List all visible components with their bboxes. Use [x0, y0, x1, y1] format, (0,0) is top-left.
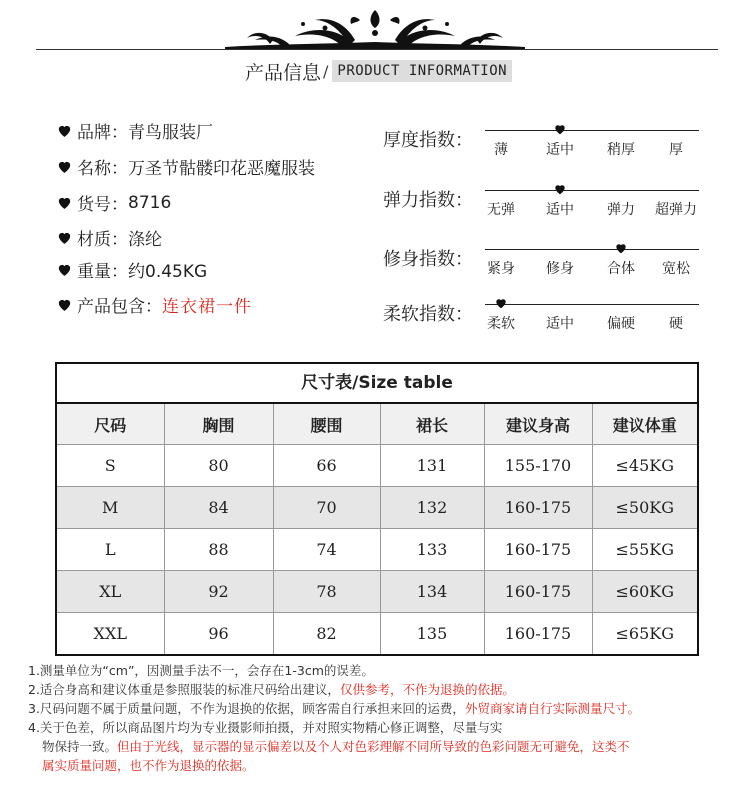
table-cell: 131	[380, 445, 484, 487]
table-cell: ≤45KG	[592, 445, 697, 487]
note-warning: 属实质量问题，也不作为退换的依据。	[42, 758, 255, 773]
info-weight	[56, 257, 207, 282]
index-option: 适中	[546, 202, 574, 218]
index-option: 适中	[546, 142, 574, 158]
info-brand	[56, 118, 213, 143]
col-header: 建议体重	[592, 404, 697, 445]
table-cell: 96	[164, 613, 273, 655]
heart-marker-icon	[553, 122, 567, 136]
col-header: 裙长	[380, 404, 484, 445]
index-option: 紧身	[487, 261, 515, 277]
note-text: 2.适合身高和建议体重是参照服装的标准尺码给出建议，	[28, 682, 340, 697]
info-value: 涤纶	[128, 230, 162, 250]
heart-marker-icon	[553, 182, 567, 196]
index-label: 修身指数：	[383, 249, 473, 270]
note-text: 3.尺码问题不属于质量问题，不作为退换的依据，顾客需自行承担来回的运费，	[28, 701, 465, 716]
note-4-continued	[28, 737, 740, 756]
table-cell: 160-175	[484, 529, 592, 571]
table-row	[57, 529, 697, 571]
heart-marker-icon	[614, 241, 628, 255]
index-option: 厚	[669, 142, 683, 158]
table-cell: 160-175	[484, 487, 592, 529]
table-cell: 135	[380, 613, 484, 655]
table-cell: ≤60KG	[592, 571, 697, 613]
size-table	[55, 362, 699, 656]
index-option: 无弹	[487, 202, 515, 218]
heart-icon	[56, 122, 73, 139]
info-value: 连衣裙一件	[162, 297, 252, 317]
size-table-caption: 尺寸表/Size table	[57, 364, 697, 404]
heading-title-cn: 产品信息	[245, 61, 322, 84]
heading-slash: /	[323, 61, 329, 81]
col-header: 胸围	[164, 404, 273, 445]
table-cell: 88	[164, 529, 273, 571]
table-cell: 132	[380, 487, 484, 529]
index-option: 柔软	[487, 316, 515, 332]
heart-icon	[56, 158, 73, 175]
header-divider	[36, 49, 718, 50]
note-4	[28, 718, 740, 737]
note-warning: 但由于光线，显示器的显示偏差以及个人对色彩理解不同所导致的色彩问题无可避免，这类不	[117, 739, 630, 754]
col-header: 尺码	[57, 404, 164, 445]
table-cell: 160-175	[484, 613, 592, 655]
note-4-continued	[28, 756, 740, 775]
heart-icon	[56, 261, 73, 278]
table-cell: 82	[273, 613, 380, 655]
table-cell: ≤55KG	[592, 529, 697, 571]
index-option: 修身	[546, 261, 574, 277]
table-cell: 133	[380, 529, 484, 571]
note-2	[28, 680, 740, 699]
index-label: 厚度指数：	[383, 130, 473, 151]
index-track	[485, 304, 699, 305]
table-cell: 160-175	[484, 571, 592, 613]
info-label: 品牌：	[77, 123, 128, 143]
note-1	[28, 661, 740, 680]
table-cell: 134	[380, 571, 484, 613]
table-cell: 70	[273, 487, 380, 529]
index-option: 偏硬	[607, 316, 635, 332]
table-row	[57, 613, 697, 655]
index-option: 超弹力	[655, 202, 697, 218]
table-cell: 84	[164, 487, 273, 529]
note-warning: 外贸商家请自行实际测量尺寸。	[464, 701, 640, 716]
table-cell: 66	[273, 445, 380, 487]
info-material	[56, 225, 162, 250]
table-row	[57, 571, 697, 613]
table-row	[57, 487, 697, 529]
info-sku	[56, 190, 171, 215]
note-text: 物保持一致。	[42, 739, 118, 754]
note-3	[28, 699, 740, 718]
table-cell: L	[57, 529, 164, 571]
note-warning: 仅供参考，不作为退换的依据。	[339, 682, 515, 697]
info-label: 货号：	[77, 195, 128, 215]
table-cell: ≤65KG	[615, 624, 674, 643]
heart-icon	[56, 229, 73, 246]
heart-icon	[56, 296, 73, 313]
col-header: 建议身高	[484, 404, 592, 445]
notes	[28, 661, 740, 775]
info-label: 重量：	[77, 262, 128, 282]
info-label: 产品包含：	[77, 297, 162, 317]
index-track	[485, 190, 699, 191]
info-label: 名称：	[77, 159, 128, 179]
floral-ornament	[225, 6, 525, 50]
index-option: 弹力	[607, 202, 635, 218]
table-cell: S	[57, 445, 164, 487]
info-value: 8716	[128, 192, 172, 213]
note-text: 4.关于色差，所以商品图片均为专业摄影师拍摄，并对照实物精心修正调整，尽量与实	[28, 720, 503, 735]
index-label: 柔软指数：	[383, 304, 473, 325]
size-grid	[57, 404, 697, 654]
heart-icon	[56, 194, 73, 211]
heading-title-en: PRODUCT INFORMATION	[332, 60, 512, 82]
table-cell: 74	[273, 529, 380, 571]
table-row	[57, 445, 697, 487]
index-label: 弹力指数：	[383, 190, 473, 211]
table-cell: 78	[273, 571, 380, 613]
info-label: 材质：	[77, 230, 128, 250]
index-option: 硬	[669, 316, 683, 332]
table-cell: 80	[164, 445, 273, 487]
heart-marker-icon	[494, 296, 508, 310]
note-text: 1.测量单位为“cm”，因测量手法不一，会存在1-3cm的误差。	[28, 663, 374, 678]
table-cell: ≤50KG	[592, 487, 697, 529]
table-cell: M	[57, 487, 164, 529]
info-value: 约0.45KG	[128, 262, 208, 282]
info-value: 青鸟服装厂	[128, 123, 213, 143]
table-cell: 155-170	[484, 445, 592, 487]
table-cell: XXL	[57, 613, 164, 655]
info-name	[56, 154, 315, 179]
index-option: 薄	[494, 142, 508, 158]
index-option: 宽松	[662, 261, 690, 277]
section-heading	[245, 58, 512, 84]
col-header: 腰围	[273, 404, 380, 445]
info-package	[56, 292, 252, 317]
info-value: 万圣节骷髅印花恶魔服装	[128, 159, 315, 179]
table-cell: 92	[164, 571, 273, 613]
index-track	[485, 130, 699, 131]
index-option: 合体	[607, 261, 635, 277]
size-table-header-row	[57, 404, 697, 445]
table-cell: XL	[57, 571, 164, 613]
index-track	[485, 249, 699, 250]
index-option: 适中	[546, 316, 574, 332]
index-option: 稍厚	[607, 142, 635, 158]
